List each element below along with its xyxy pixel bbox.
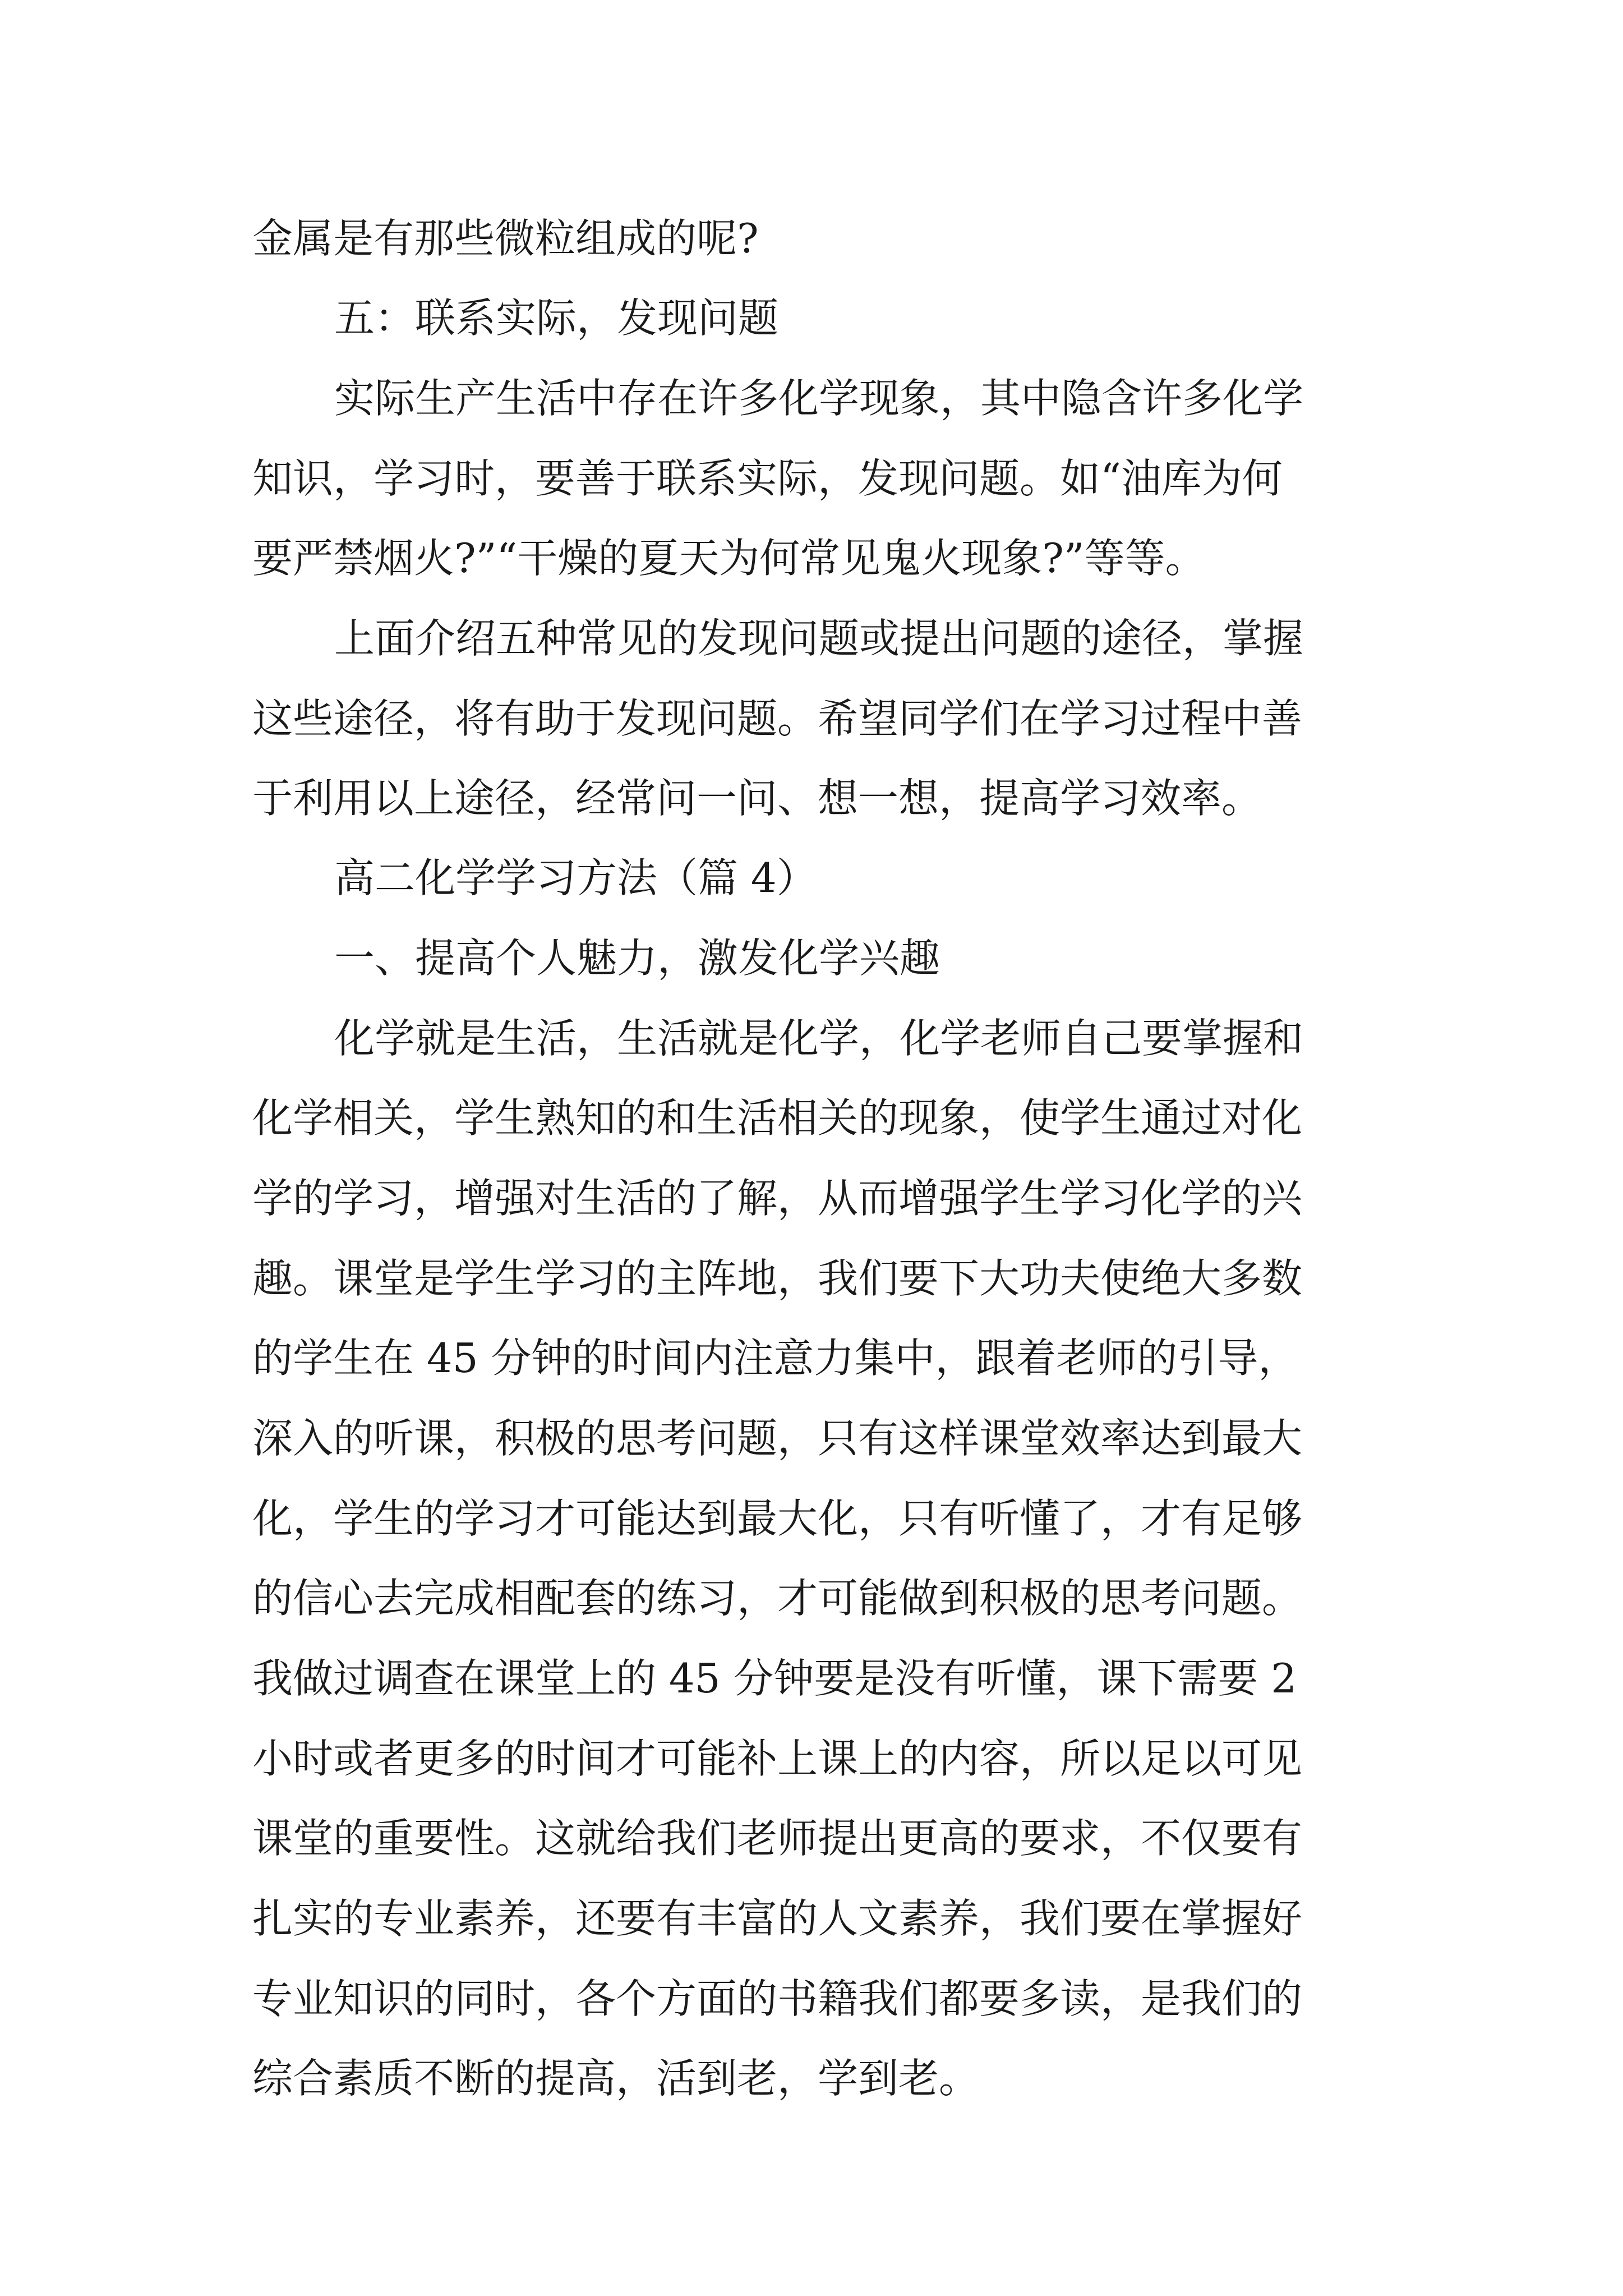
text-line: 学的学习，增强对生活的了解，从而增强学生学习化学的兴 [252, 1175, 1303, 1222]
section-heading: 五：联系实际，发现问题 [334, 295, 779, 342]
text-line: 上面介绍五种常见的发现问题或提出问题的途径，掌握 [334, 615, 1304, 662]
text-line: 小时或者更多的时间才可能补上课上的内容，所以足以可见 [252, 1735, 1303, 1782]
text-line: 深入的听课，积极的思考问题，只有这样课堂效率达到最大 [252, 1415, 1303, 1462]
chapter-heading: 高二化学学习方法（篇 4） [334, 854, 817, 901]
text-line: 化学相关，学生熟知的和生活相关的现象，使学生通过对化 [252, 1094, 1303, 1142]
text-line: 综合素质不断的提高，活到老，学到老。 [252, 2055, 980, 2102]
text-line: 要严禁烟火?”“干燥的夏天为何常见鬼火现象?”等等。 [252, 535, 1206, 582]
text-line: 的信心去完成相配套的练习，才可能做到积极的思考问题。 [252, 1575, 1303, 1622]
text-line: 课堂的重要性。这就给我们老师提出更高的要求，不仅要有 [252, 1815, 1303, 1862]
text-line: 化学就是生活，生活就是化学，化学老师自己要掌握和 [334, 1015, 1304, 1062]
text-line: 金属是有那些微粒组成的呢? [252, 215, 759, 262]
text-line: 趣。课堂是学生学习的主阵地，我们要下大功夫使绝大多数 [252, 1255, 1303, 1302]
text-line: 这些途径，将有助于发现问题。希望同学们在学习过程中善 [252, 695, 1303, 742]
text-line: 于利用以上途径，经常问一问、想一想，提高学习效率。 [252, 775, 1262, 822]
text-line: 专业知识的同时，各个方面的书籍我们都要多读，是我们的 [252, 1975, 1303, 2022]
text-line: 扎实的专业素养，还要有丰富的人文素养，我们要在掌握好 [252, 1895, 1303, 1942]
text-line: 的学生在 45 分钟的时间内注意力集中，跟着老师的引导， [252, 1335, 1299, 1382]
section-heading: 一、提高个人魅力，激发化学兴趣 [334, 935, 940, 982]
text-line: 知识，学习时，要善于联系实际，发现问题。如“油库为何 [252, 455, 1283, 502]
text-line: 化，学生的学习才可能达到最大化，只有听懂了，才有足够 [252, 1495, 1303, 1542]
text-line: 我做过调查在课堂上的 45 分钟要是没有听懂，课下需要 2 [252, 1655, 1297, 1702]
text-line: 实际生产生活中存在许多化学现象，其中隐含许多化学 [334, 375, 1304, 422]
